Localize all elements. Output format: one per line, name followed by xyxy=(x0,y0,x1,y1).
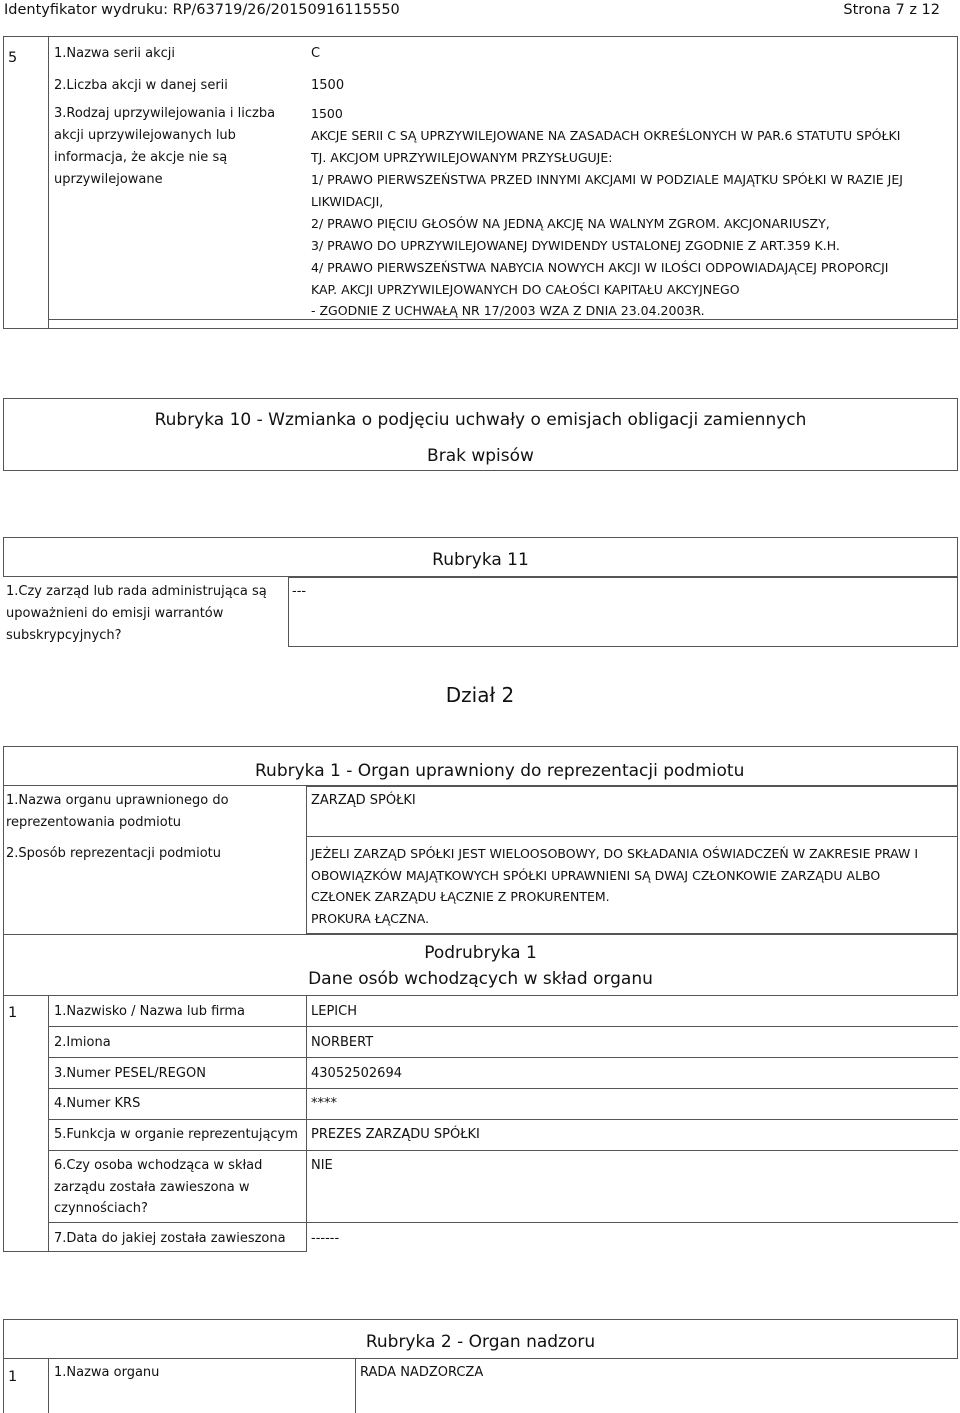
page-number: Strona 7 z 12 xyxy=(843,2,940,18)
value-line: OBOWIĄZKÓW MAJĄTKOWYCH SPÓŁKI UPRAWNIENI SĄ DWAJ CZŁONKOWIE ZARZĄDU ALBO xyxy=(311,868,881,883)
label-line: akcji uprzywilejowanych lub xyxy=(54,128,236,143)
rubryka1-row2-label: 2.Sposób reprezentacji podmiotu xyxy=(6,846,221,861)
rubryka2-label: 1.Nazwa organu xyxy=(54,1365,160,1380)
rubryka1-title: Rubryka 1 - Organ uprawniony do reprezentacji podmiotu xyxy=(255,761,745,781)
podrubryka1-title: Podrubryka 1 xyxy=(424,943,537,963)
person-row7-label: 7.Data do jakiej została zawieszona xyxy=(54,1231,286,1246)
person-row6-value: NIE xyxy=(311,1158,333,1173)
section5-row2-label: 2.Liczba akcji w danej serii xyxy=(54,78,228,93)
value-line: 1/ PRAWO PIERWSZEŃSTWA PRZED INNYMI AKCJAMI W PODZIALE MAJĄTKU SPÓŁKI W RAZIE JEJ xyxy=(311,172,903,187)
person-row4-value: **** xyxy=(311,1096,337,1111)
section5-number: 5 xyxy=(8,50,18,66)
rubryka2-title: Rubryka 2 - Organ nadzoru xyxy=(365,1332,596,1352)
value-line: AKCJE SERII C SĄ UPRZYWILEJOWANE NA ZASADACH OKREŚLONYCH W PAR.6 STATUTU SPÓŁKI xyxy=(311,128,901,143)
value-line: CZŁONEK ZARZĄDU ŁĄCZNIE Z PROKURENTEM. xyxy=(311,889,610,904)
label-line: zarządu została zawieszona w xyxy=(54,1180,250,1195)
label-line: subskrypcyjnych? xyxy=(6,628,122,643)
value-line: 2/ PRAWO PIĘCIU GŁOSÓW NA JEDNĄ AKCJĘ NA WALNYM ZGROM. AKCJONARIUSZY, xyxy=(311,216,830,231)
value-line: KAP. AKCJI UPRZYWILEJOWANYCH DO CAŁOŚCI KAPITAŁU AKCYJNEGO xyxy=(311,282,740,297)
rubryka2-number: 1 xyxy=(8,1369,18,1385)
person-number: 1 xyxy=(8,1005,18,1021)
label-line: 1.Nazwa organu uprawnionego do xyxy=(6,793,229,808)
value-line: LIKWIDACJI, xyxy=(311,194,384,209)
rubryka1-row1-value: ZARZĄD SPÓŁKI xyxy=(311,793,416,808)
rubryka11-value: --- xyxy=(292,584,307,599)
person-row2-value: NORBERT xyxy=(311,1035,374,1050)
person-row3-label: 3.Numer PESEL/REGON xyxy=(54,1066,206,1081)
dzial2-title: Dział 2 xyxy=(445,683,515,707)
label-line: 1.Czy zarząd lub rada administrująca są xyxy=(6,584,267,599)
label-line: reprezentowania podmiotu xyxy=(6,815,182,830)
podrubryka1-subtitle: Dane osób wchodzących w skład organu xyxy=(308,969,653,989)
section5-row1-label: 1.Nazwa serii akcji xyxy=(54,46,175,61)
label-line: 3.Rodzaj uprzywilejowania i liczba xyxy=(54,106,276,121)
value-line: 1500 xyxy=(311,106,343,121)
value-line: JEŻELI ZARZĄD SPÓŁKI JEST WIELOOSOBOWY, DO SKŁADANIA OŚWIADCZEŃ W ZAKRESIE PRAW I xyxy=(311,846,919,861)
person-row1-label: 1.Nazwisko / Nazwa lub firma xyxy=(54,1004,246,1019)
rubryka11-title: Rubryka 11 xyxy=(432,550,529,570)
label-line: informacja, że akcje nie są xyxy=(54,150,228,165)
value-line: - ZGODNIE Z UCHWAŁĄ NR 17/2003 WZA Z DNIA 23.04.2003R. xyxy=(311,303,705,318)
label-line: 6.Czy osoba wchodząca w skład xyxy=(54,1158,263,1173)
rubryka2-value: RADA NADZORCZA xyxy=(360,1365,484,1380)
person-row5-value: PREZES ZARZĄDU SPÓŁKI xyxy=(311,1127,480,1142)
section5-row1-value: C xyxy=(311,46,321,61)
rubryka10-title: Rubryka 10 - Wzmianka o podjęciu uchwały o emisjach obligacji zamiennych xyxy=(154,410,807,430)
label-line: uprzywilejowane xyxy=(54,172,163,187)
rubryka10-empty: Brak wpisów xyxy=(427,446,534,466)
person-row5-label: 5.Funkcja w organie reprezentującym xyxy=(54,1127,298,1142)
person-row2-label: 2.Imiona xyxy=(54,1035,111,1050)
value-line: TJ. AKCJOM UPRZYWILEJOWANYM PRZYSŁUGUJE: xyxy=(311,150,613,165)
value-line: 3/ PRAWO DO UPRZYWILEJOWANEJ DYWIDENDY USTALONEJ ZGODNIE Z ART.359 K.H. xyxy=(311,238,840,253)
label-line: upoważnieni do emisji warrantów xyxy=(6,606,224,621)
label-line: czynnościach? xyxy=(54,1201,148,1216)
print-id: Identyfikator wydruku: RP/63719/26/20150916115550 xyxy=(4,2,400,18)
person-row4-label: 4.Numer KRS xyxy=(54,1096,141,1111)
person-row7-value: ------ xyxy=(311,1231,340,1246)
person-row3-value: 43052502694 xyxy=(311,1066,402,1081)
section5-row2-value: 1500 xyxy=(311,78,345,93)
value-line: 4/ PRAWO PIERWSZEŃSTWA NABYCIA NOWYCH AKCJI W ILOŚCI ODPOWIADAJĄCEJ PROPORCJI xyxy=(311,260,889,275)
person-row1-value: LEPICH xyxy=(311,1004,357,1019)
value-line: PROKURA ŁĄCZNA. xyxy=(311,911,430,926)
